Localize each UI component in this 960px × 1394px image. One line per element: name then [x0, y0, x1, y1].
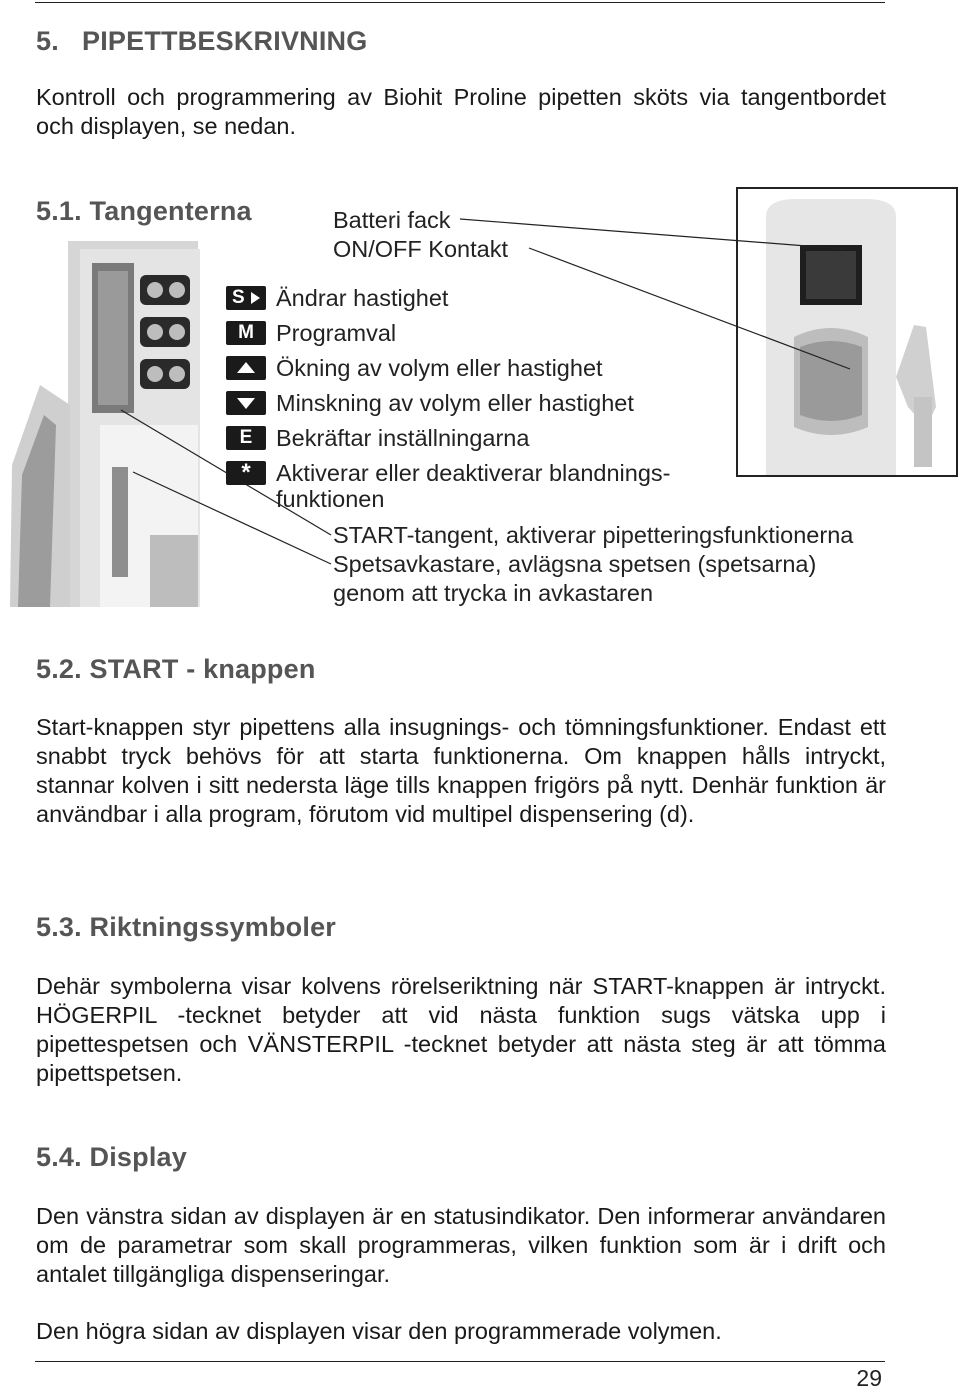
- speed-play-icon: S: [226, 286, 266, 310]
- key-label-decrease: Minskning av volym eller hastighet: [276, 390, 634, 416]
- mode-icon: M: [226, 321, 266, 345]
- key-label-mixing: Aktiverar eller deaktiverar blandnings-: [276, 460, 671, 486]
- section-5-3-heading: 5.3. Riktningssymboler: [36, 912, 336, 942]
- star-icon: *: [226, 461, 266, 485]
- ejector-label-line2: genom att trycka in avkastaren: [333, 580, 654, 606]
- key-label-speed: Ändrar hastighet: [276, 285, 449, 311]
- section-5-4-body-1: Den vänstra sidan av displayen är en statusindikator. Den informerar användaren om de parametrar som skall programmeras, vilken funktion som är i drift och antalet tillgängliga dispenseringar.: [36, 1203, 886, 1287]
- section-5-4-heading: 5.4. Display: [36, 1142, 187, 1172]
- key-label-program: Programval: [276, 320, 397, 346]
- key-label-mixing-cont: funktionen: [276, 486, 385, 512]
- section-5-2-heading: 5.2. START - knappen: [36, 654, 316, 684]
- section-5-4-body-2: Den högra sidan av displayen visar den programmerade volymen.: [36, 1318, 722, 1344]
- key-label-increase: Ökning av volym eller hastighet: [276, 355, 603, 381]
- page-number: 29: [856, 1365, 882, 1391]
- section-5-3-body: Dehär symbolerna visar kolvens rörelseriktning när START-knappen är intryckt. HÖGERPIL -tecknet betyder att vid nästa funktion sugs vätska upp i pipettespetsen och VÄNSTERPIL -tecknet betyder att nästa steg är att tömma pipettspetsen.: [36, 973, 886, 1086]
- section-5-intro: Kontroll och programmering av Biohit Proline pipetten sköts via tangentbordet och displayen, se nedan.: [36, 84, 886, 139]
- bottom-rule: [35, 1361, 885, 1362]
- arrow-down-icon: [226, 391, 266, 415]
- section-5-1-heading: 5.1. Tangenterna: [36, 196, 252, 226]
- ejector-label-line1: Spetsavkastare, avlägsna spetsen (spetsarna): [333, 551, 817, 577]
- section-5-heading: 5. PIPETTBESKRIVNING: [36, 26, 368, 56]
- battery-label: Batteri fack: [333, 207, 451, 233]
- enter-icon: E: [226, 426, 266, 450]
- onoff-label: ON/OFF Kontakt: [333, 236, 508, 262]
- arrow-up-icon: [226, 356, 266, 380]
- section-5-2-body: Start-knappen styr pipettens alla insugnings- och tömningsfunktioner. Endast ett snabbt tryck behövs för att starta funktionerna. Om knappen hålls intryckt, stannar kolven i sitt nedersta läge tills knappen frigörs på nytt. Denhär funktion är användbar i alla program, förutom vid multipel dispensering (d).: [36, 714, 886, 827]
- key-label-confirm: Bekräftar inställningarna: [276, 425, 530, 451]
- start-key-label: START-tangent, aktiverar pipetteringsfunktionerna: [333, 522, 854, 548]
